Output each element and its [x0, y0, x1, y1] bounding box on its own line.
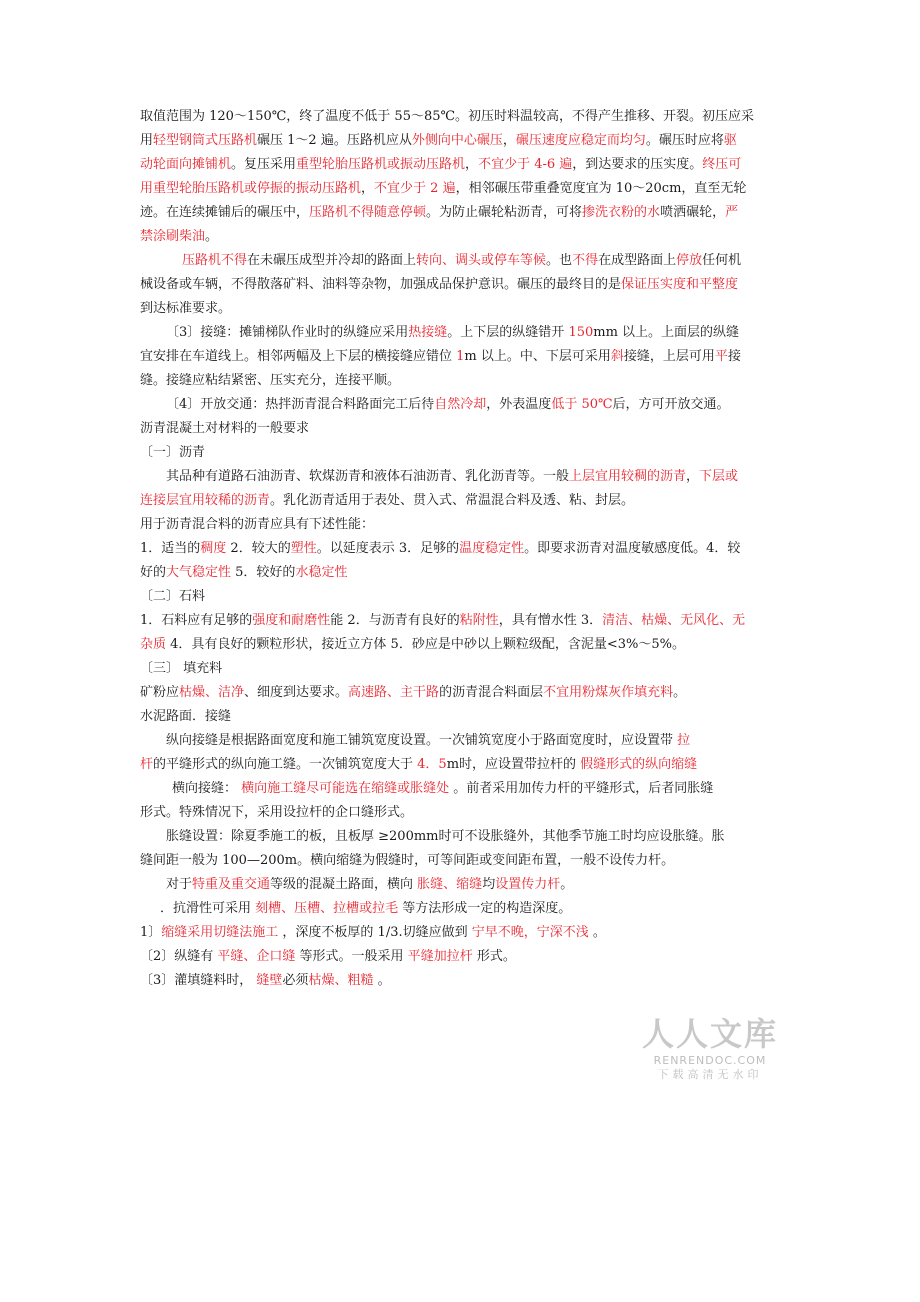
- text-segment: 、细度到达要求。: [244, 685, 349, 700]
- highlighted-text: 转向、调头或停车等候: [416, 253, 547, 268]
- highlighted-text: 设置传力杆: [495, 877, 561, 892]
- text-segment: 4．具有良好的颗粒形状，接近立方体 5．砂应是中砂以上颗粒级配，含泥量<3%～5%。: [166, 637, 685, 652]
- highlighted-text: 不宜用粉煤灰作填充料: [543, 685, 674, 700]
- text-segment: 碾压 1～2 遍。压路机应从: [257, 133, 412, 148]
- highlighted-text: 刻槽、压槽、拉槽或拉毛: [255, 901, 399, 916]
- text-segment: 沥青混凝土对材料的一般要求: [140, 421, 310, 436]
- text-segment: 横向接缝：: [172, 781, 242, 796]
- text-segment: 。复压采用: [231, 157, 297, 172]
- text-line: [140, 349, 780, 365]
- highlighted-text: 塑性: [290, 541, 317, 556]
- highlighted-text: 压路机不得随意停顿: [309, 205, 427, 220]
- text-segment: 接缝，上层可用: [623, 349, 715, 364]
- text-line: [140, 421, 780, 437]
- text-line: [140, 829, 780, 845]
- highlighted-text: 杆: [140, 757, 154, 772]
- text-segment: ，到达要求的压实度。: [572, 157, 703, 172]
- highlighted-text: 高速路、主干路: [348, 685, 440, 700]
- text-segment: 。: [373, 973, 391, 988]
- highlighted-text: 拉: [677, 733, 691, 748]
- text-line: [140, 565, 780, 581]
- highlighted-text: 驱: [723, 133, 737, 148]
- highlighted-text: 自然冷却: [434, 397, 487, 412]
- highlighted-text: 温度稳定性: [459, 541, 525, 556]
- text-segment: 用于沥青混合料的沥青应具有下述性能：: [140, 517, 375, 532]
- highlighted-text: 外侧向中心碾压: [411, 133, 503, 148]
- highlighted-text: 宁早不晚，宁深不浅: [471, 925, 589, 940]
- text-line: [140, 757, 780, 773]
- text-segment: 均: [482, 877, 496, 892]
- watermark-title: 人人文库: [641, 1015, 778, 1053]
- text-segment: 水泥路面．接缝: [140, 709, 232, 724]
- text-line: [140, 853, 780, 869]
- text-line: [140, 925, 780, 941]
- text-segment: 接: [727, 349, 741, 364]
- highlighted-text: 压路机不得: [182, 253, 248, 268]
- text-segment: 任何机: [702, 253, 742, 268]
- text-segment: 〔2〕纵缝有: [140, 949, 218, 964]
- text-segment: 。为防止碾轮粘沥青，可将: [426, 205, 583, 220]
- text-segment: ，: [465, 157, 479, 172]
- text-line: [140, 661, 780, 677]
- text-segment: 。即要求沥青对温度敏感度低。4．较: [524, 541, 741, 556]
- highlighted-text: 特重及重交通: [192, 877, 271, 892]
- text-line: [140, 181, 780, 197]
- highlighted-text: 不宜少于 4-6 遍: [478, 157, 573, 172]
- text-line: [140, 589, 780, 605]
- text-segment: 〔4〕开放交通：热拌沥青混合料路面完工后待: [166, 397, 435, 412]
- text-segment: 喷洒碾轮，: [660, 205, 726, 220]
- text-line: [140, 373, 780, 389]
- text-segment: 5．较好的: [231, 565, 296, 580]
- text-segment: ，: [686, 469, 700, 484]
- text-line: [140, 493, 780, 509]
- text-segment: 宜安排在车道线上。相邻两幅及上下层的横接缝应错位: [140, 349, 457, 364]
- text-segment: 械设备或车辆，不得散落矿料、油料等杂物，加强成品保护意识。碾压的最终目的是: [140, 277, 622, 292]
- text-segment: 1．石料应有足够的: [140, 613, 253, 628]
- highlighted-text: 禁涂刷柴油: [140, 229, 206, 244]
- watermark-url: RENRENDOC.COM: [653, 1054, 767, 1067]
- text-segment: 。: [205, 229, 219, 244]
- text-segment: 后，方可开放交通。: [612, 397, 730, 412]
- highlighted-text: 停放: [676, 253, 703, 268]
- text-segment: ，具有憎水性 3．: [498, 613, 603, 628]
- text-line: [140, 901, 780, 917]
- text-line: [140, 949, 780, 965]
- highlighted-text: 用重型轮胎压路机或停振的振动压路机: [140, 181, 362, 196]
- text-line: [140, 229, 780, 245]
- text-segment: 必须: [282, 973, 309, 988]
- text-segment: 形式。: [472, 949, 516, 964]
- highlighted-text: 平缝、企口缝: [217, 949, 296, 964]
- text-segment: ，外表温度: [486, 397, 552, 412]
- text-segment: 纵向接缝是根据路面宽度和施工铺筑宽度设置。一次铺筑宽度小于路面宽度时，应设置带: [166, 733, 678, 748]
- text-segment: 等方法形成一定的构造深度。: [398, 901, 572, 916]
- text-line: [140, 805, 780, 821]
- text-segment: 对于: [166, 877, 193, 892]
- text-segment: 的平缝形式的纵向施工缝。一次铺筑宽度大于: [153, 757, 418, 772]
- text-segment: ．抗滑性可采用: [160, 901, 256, 916]
- highlighted-text: 低于 50℃: [551, 397, 613, 412]
- text-segment: 缝间距一般为 100—200m。横向缩缝为假缝时，可等间距或变间距布置，一般不设传力杆。: [140, 853, 675, 868]
- text-line: [140, 973, 780, 989]
- highlighted-text: 掺洗衣粉的水: [582, 205, 661, 220]
- text-segment: 到达标准要求。: [140, 301, 232, 316]
- highlighted-text: 清洁、枯燥、无风化、无: [602, 613, 746, 628]
- text-line: [140, 469, 780, 485]
- text-line: [140, 541, 780, 557]
- text-segment: 能 2．与沥青有良好的: [330, 613, 460, 628]
- text-line: [140, 685, 780, 701]
- text-line: [140, 133, 780, 149]
- highlighted-text: 斜: [610, 349, 624, 364]
- highlighted-text: 150: [568, 325, 594, 340]
- text-segment: 迹。在连续摊铺后的碾压中，: [140, 205, 310, 220]
- highlighted-text: 终压可: [702, 157, 742, 172]
- highlighted-text: 枯燥、洁净: [179, 685, 245, 700]
- text-line: [140, 157, 780, 173]
- highlighted-text: 热接缝: [408, 325, 448, 340]
- text-segment: ，: [502, 133, 516, 148]
- text-segment: 〔3〕接缝：摊铺梯队作业时的纵缝应采用: [166, 325, 409, 340]
- text-line: [140, 709, 780, 725]
- text-segment: 胀缝设置：除夏季施工的板，且板厚 ≥200mm时可不设胀缝外，其他季节施工时均应设胀缝。胀: [166, 829, 725, 844]
- highlighted-text: 不得: [572, 253, 599, 268]
- text-line: [140, 613, 780, 629]
- text-line: [140, 517, 780, 533]
- text-segment: mm 以上。上面层的纵缝: [593, 325, 740, 340]
- highlighted-text: 胀缝、缩缝: [417, 877, 483, 892]
- text-line: [140, 781, 780, 797]
- highlighted-text: 杂质: [140, 637, 167, 652]
- text-line: [140, 205, 780, 221]
- text-segment: 的沥青混合料面层: [439, 685, 544, 700]
- highlighted-text: 假缝形式的纵向缩缝: [580, 757, 698, 772]
- text-segment: 。: [673, 685, 687, 700]
- text-segment: 形式。特殊情况下，采用设拉杆的企口缝形式。: [140, 805, 414, 820]
- highlighted-text: 下层或: [699, 469, 739, 484]
- text-segment: 等级的混凝土路面，横向: [270, 877, 418, 892]
- text-segment: 用: [140, 133, 154, 148]
- text-segment: ，: [361, 181, 375, 196]
- highlighted-text: 动轮面向摊铺机: [140, 157, 232, 172]
- text-segment: 〔三〕 填充料: [140, 661, 223, 676]
- highlighted-text: 平: [714, 349, 728, 364]
- text-line: [140, 325, 780, 341]
- highlighted-text: 严: [725, 205, 739, 220]
- text-line: [140, 109, 780, 125]
- text-segment: 缝。接缝应粘结紧密、压实充分，连接平顺。: [140, 373, 401, 388]
- highlighted-text: 不宜少于 2 遍: [374, 181, 456, 196]
- text-line: [140, 733, 780, 749]
- text-segment: 等形式。一般采用: [295, 949, 408, 964]
- text-segment: 〔一〕沥青: [140, 445, 206, 460]
- text-segment: 。也: [546, 253, 573, 268]
- highlighted-text: 稠度: [200, 541, 227, 556]
- highlighted-text: 横向施工缝尽可能选在缩缝或胀缝处: [241, 781, 450, 796]
- highlighted-text: 枯燥、粗糙: [308, 973, 374, 988]
- highlighted-text: 水稳定性: [295, 565, 348, 580]
- text-line: [140, 253, 780, 269]
- text-segment: 其品种有道路石油沥青、软煤沥青和液体石油沥青、乳化沥青等。一般: [166, 469, 570, 484]
- text-line: [140, 277, 780, 293]
- text-segment: 〔3〕灌填缝料时，: [140, 973, 257, 988]
- text-segment: 在成型路面上: [598, 253, 677, 268]
- highlighted-text: 上层宜用较稠的沥青: [569, 469, 687, 484]
- text-segment: 。前者采用加传力杆的平缝形式，后者同胀缝: [449, 781, 714, 796]
- text-segment: 。: [588, 925, 606, 940]
- highlighted-text: 强度和耐磨性: [252, 613, 331, 628]
- text-segment: 1．适当的: [140, 541, 201, 556]
- highlighted-text: 粘附性: [459, 613, 499, 628]
- text-segment: 取值范围为 120～150℃，终了温度不低于 55～85℃。初压时料温较高，不得产生推移、开裂。初压应采: [140, 109, 755, 124]
- text-segment: 好的: [140, 565, 167, 580]
- highlighted-text: 大气稳定性: [166, 565, 232, 580]
- text-segment: ，相邻碾压带重叠宽度宜为 10～20cm，直至无轮: [455, 181, 747, 196]
- highlighted-text: 1: [456, 349, 465, 364]
- text-line: [140, 877, 780, 893]
- text-segment: 2．较大的: [226, 541, 291, 556]
- highlighted-text: 连接层宜用较稀的沥青: [140, 493, 271, 508]
- watermark-logo: [640, 1014, 780, 1082]
- text-segment: 矿粉应: [140, 685, 180, 700]
- text-segment: 。乳化沥青适用于表处、贯入式、常温混合料及透、粘、封层。: [270, 493, 635, 508]
- text-segment: ，深度不板厚的 1/3.切缝应做到: [278, 925, 472, 940]
- text-line: [140, 397, 780, 413]
- highlighted-text: 缝壁: [256, 973, 283, 988]
- text-segment: 在未碾压成型并冷却的路面上: [247, 253, 417, 268]
- text-line: [140, 637, 780, 653]
- highlighted-text: 轻型钢筒式压路机: [153, 133, 258, 148]
- text-segment: 。碾压时应将: [645, 133, 724, 148]
- highlighted-text: 缩缝采用切缝法施工: [161, 925, 279, 940]
- highlighted-text: 保证压实度和平整度: [621, 277, 739, 292]
- text-segment: 〔二〕石料: [140, 589, 206, 604]
- highlighted-text: 碾压速度应稳定而均匀: [515, 133, 646, 148]
- text-segment: 。以延度表示 3．足够的: [316, 541, 460, 556]
- text-line: [140, 301, 780, 317]
- text-segment: m 以上。中、下层可采用: [464, 349, 611, 364]
- text-segment: 。上下层的纵缝错开: [447, 325, 569, 340]
- text-segment: 1〕: [140, 925, 162, 940]
- text-line: [140, 445, 780, 461]
- highlighted-text: 4．5: [417, 757, 447, 772]
- highlighted-text: 重型轮胎压路机或振动压路机: [296, 157, 466, 172]
- text-segment: m时，应设置带拉杆的: [446, 757, 581, 772]
- highlighted-text: 平缝加拉杆: [407, 949, 473, 964]
- text-segment: 。: [560, 877, 574, 892]
- watermark-tagline: 下载高清无水印: [657, 1068, 763, 1081]
